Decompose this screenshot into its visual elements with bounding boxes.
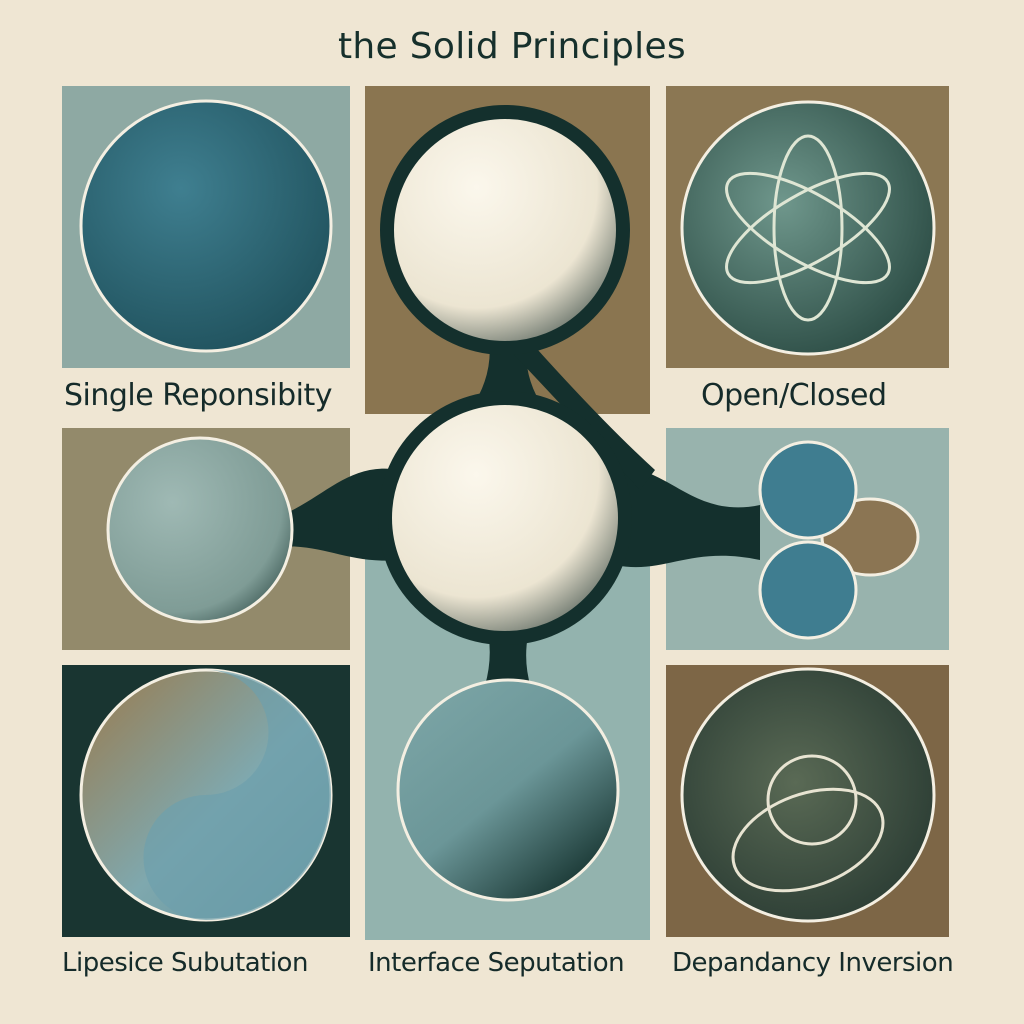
atom-icon <box>682 102 934 354</box>
liskov-circle <box>81 670 331 920</box>
page-title: the Solid Principles <box>338 26 686 67</box>
label-open-closed: Open/Closed <box>701 378 887 413</box>
label-single-responsibility: Single Reponsibity <box>64 378 332 413</box>
center-circle <box>385 398 625 638</box>
left-circle <box>108 438 292 622</box>
top-center-circle <box>387 112 623 348</box>
label-liskov: Lipesice Subutation <box>62 948 308 978</box>
label-interface-segregation: Interface Seputation <box>368 948 625 978</box>
label-dependency-inversion: Depandancy Inversion <box>672 948 954 978</box>
single-responsibility-circle <box>81 101 331 351</box>
dependency-inversion-icon <box>682 669 934 921</box>
interface-segregation-circle <box>398 680 618 900</box>
